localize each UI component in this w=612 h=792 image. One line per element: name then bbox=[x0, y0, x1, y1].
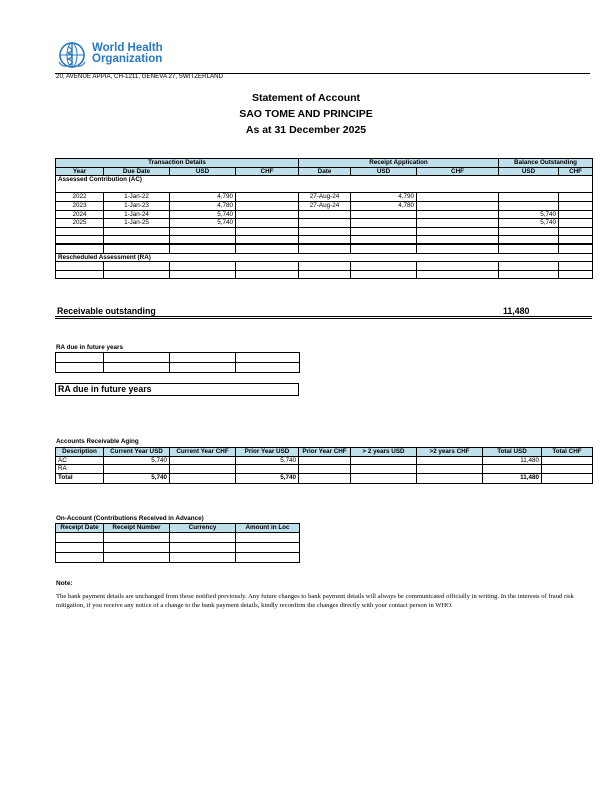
empty-row bbox=[56, 227, 593, 236]
aging-total-cell: Total bbox=[56, 473, 104, 483]
aging-cell: 5,740 bbox=[104, 456, 170, 465]
group-header-receipt: Receipt Application bbox=[299, 159, 499, 168]
note-label: Note: bbox=[56, 580, 73, 587]
aging-cell bbox=[483, 465, 542, 474]
aging-total-cell: 5,740 bbox=[104, 473, 170, 483]
aging-col-description: Description bbox=[56, 448, 104, 457]
row-chf bbox=[236, 193, 299, 202]
table-row bbox=[56, 456, 593, 465]
row-date: 27-Aug-24 bbox=[299, 201, 351, 210]
spacer-row bbox=[56, 184, 593, 193]
aging-total-cell: 5,740 bbox=[236, 473, 299, 483]
row-receipt-chf bbox=[417, 210, 499, 219]
statement-title: Statement of Account bbox=[251, 92, 361, 104]
org-name-line2: Organization bbox=[92, 53, 163, 65]
row-year: 2025 bbox=[56, 219, 104, 228]
aging-cell: 11,480 bbox=[483, 456, 542, 465]
ac-label-row bbox=[56, 176, 593, 185]
who-emblem-icon bbox=[55, 40, 89, 70]
aging-total-cell bbox=[417, 473, 483, 483]
receivable-row bbox=[55, 306, 592, 319]
row-chf bbox=[236, 201, 299, 210]
row-balance-chf bbox=[559, 210, 593, 219]
row-receipt-usd bbox=[351, 219, 417, 228]
aging-cell bbox=[417, 456, 483, 465]
row-year: 2022 bbox=[56, 193, 104, 202]
aging-col-2yr-usd: > 2 years USD bbox=[351, 448, 417, 457]
ra-future-label: RA due in future years bbox=[56, 344, 123, 351]
row-due-date: 1-Jan-24 bbox=[104, 210, 170, 219]
col-due-date: Due Date bbox=[104, 167, 170, 176]
col-receipt-chf: CHF bbox=[417, 167, 499, 176]
empty-row bbox=[56, 236, 593, 245]
aging-total-cell bbox=[170, 473, 236, 483]
country-name: SAO TOME AND PRINCIPE bbox=[239, 108, 373, 120]
row-balance-usd bbox=[499, 193, 559, 202]
empty-row bbox=[56, 532, 300, 542]
org-name-line1: World Health bbox=[92, 42, 163, 54]
aging-total-cell bbox=[351, 473, 417, 483]
row-due-date: 1-Jan-25 bbox=[104, 219, 170, 228]
empty-row bbox=[56, 542, 300, 552]
row-receipt-usd: 4,780 bbox=[351, 201, 417, 210]
aging-col-2yr-chf: >2 years CHF bbox=[417, 448, 483, 457]
row-receipt-usd bbox=[351, 210, 417, 219]
on-account-col-receipt-number: Receipt Number bbox=[104, 524, 170, 533]
empty-row bbox=[56, 552, 300, 562]
aging-title: Accounts Receivable Aging bbox=[56, 438, 139, 445]
on-account-table bbox=[55, 523, 300, 563]
aging-cell bbox=[104, 465, 170, 474]
group-header-row bbox=[56, 159, 593, 168]
row-date bbox=[299, 210, 351, 219]
row-chf bbox=[236, 219, 299, 228]
column-header-row bbox=[56, 167, 593, 176]
row-usd: 4,790 bbox=[170, 193, 236, 202]
row-balance-chf bbox=[559, 219, 593, 228]
col-receipt-usd: USD bbox=[351, 167, 417, 176]
on-account-title: On-Account (Contributions Received in Advance) bbox=[56, 515, 204, 522]
row-date: 27-Aug-24 bbox=[299, 193, 351, 202]
aging-cell bbox=[417, 465, 483, 474]
row-balance-usd: 5,740 bbox=[499, 219, 559, 228]
row-usd: 5,740 bbox=[170, 219, 236, 228]
ra-future-box: RA due in future years bbox=[55, 383, 299, 396]
row-receipt-chf bbox=[417, 193, 499, 202]
aging-total-cell: 11,480 bbox=[483, 473, 542, 483]
aging-table bbox=[55, 447, 593, 484]
row-year: 2023 bbox=[56, 201, 104, 210]
receivable-value: 11,480 bbox=[503, 306, 530, 316]
empty-row bbox=[56, 262, 593, 271]
statement-date: As at 31 December 2025 bbox=[245, 124, 367, 136]
aging-cell bbox=[170, 456, 236, 465]
on-account-header-row bbox=[56, 524, 300, 533]
row-due-date: 1-Jan-22 bbox=[104, 193, 170, 202]
aging-col-total-usd: Total USD bbox=[483, 448, 542, 457]
col-year: Year bbox=[56, 167, 104, 176]
address: 20, AVENUE APPIA, CH-1211, GENEVA 27, SWITZERLAND bbox=[56, 73, 224, 80]
row-balance-usd: 5,740 bbox=[499, 210, 559, 219]
table-row bbox=[56, 465, 593, 474]
empty-row bbox=[56, 270, 593, 279]
on-account-col-receipt-date: Receipt Date bbox=[56, 524, 104, 533]
group-header-transaction: Transaction Details bbox=[56, 159, 299, 168]
ra-section-label: Rescheduled Assessment (RA) bbox=[56, 253, 593, 262]
row-year: 2024 bbox=[56, 210, 104, 219]
receivable-label: Receivable outstanding bbox=[57, 306, 156, 316]
table-row bbox=[56, 201, 593, 210]
col-balance-usd: USD bbox=[499, 167, 559, 176]
aging-col-current-chf: Current Year CHF bbox=[170, 448, 236, 457]
row-balance-usd bbox=[499, 201, 559, 210]
on-account-col-amount: Amount in Loc bbox=[236, 524, 300, 533]
aging-cell: AC bbox=[56, 456, 104, 465]
ra-label-row bbox=[56, 253, 593, 262]
aging-cell bbox=[351, 465, 417, 474]
aging-cell bbox=[170, 465, 236, 474]
empty-row bbox=[56, 244, 593, 253]
row-usd: 5,740 bbox=[170, 210, 236, 219]
row-receipt-chf bbox=[417, 201, 499, 210]
row-balance-chf bbox=[559, 201, 593, 210]
aging-cell bbox=[236, 465, 299, 474]
aging-cell bbox=[542, 465, 593, 474]
col-chf: CHF bbox=[236, 167, 299, 176]
ra-future-table bbox=[55, 352, 300, 373]
aging-col-prior-chf: Prior Year CHF bbox=[299, 448, 351, 457]
table-row bbox=[56, 219, 593, 228]
col-balance-chf: CHF bbox=[559, 167, 593, 176]
row-due-date: 1-Jan-23 bbox=[104, 201, 170, 210]
on-account-col-currency: Currency bbox=[170, 524, 236, 533]
ac-section-label: Assessed Contribution (AC) bbox=[56, 176, 593, 185]
aging-total-cell bbox=[542, 473, 593, 483]
aging-cell bbox=[299, 456, 351, 465]
group-header-balance: Balance Outstanding bbox=[499, 159, 593, 168]
aging-cell: RA bbox=[56, 465, 104, 474]
table-row bbox=[56, 210, 593, 219]
aging-col-current-usd: Current Year USD bbox=[104, 448, 170, 457]
col-usd: USD bbox=[170, 167, 236, 176]
row-usd: 4,780 bbox=[170, 201, 236, 210]
row-chf bbox=[236, 210, 299, 219]
empty-row bbox=[56, 363, 300, 373]
aging-cell: 5,740 bbox=[236, 456, 299, 465]
who-logo bbox=[55, 40, 89, 75]
row-balance-chf bbox=[559, 193, 593, 202]
row-receipt-chf bbox=[417, 219, 499, 228]
table-row bbox=[56, 193, 593, 202]
aging-total-cell bbox=[299, 473, 351, 483]
aging-header-row bbox=[56, 448, 593, 457]
empty-row bbox=[56, 353, 300, 363]
col-date: Date bbox=[299, 167, 351, 176]
aging-col-total-chf: Total CHF bbox=[542, 448, 593, 457]
note-text: The bank payment details are unchanged from those notified previously. Any future changes to bank payment details will always be communicated officially in writing. In the interests of fraud risk mitigation, if you receive any notice of a change to the bank payment details, kindly reconfirm the changes directly with your contact person in WHO. bbox=[56, 593, 574, 609]
row-date bbox=[299, 219, 351, 228]
aging-col-prior-usd: Prior Year USD bbox=[236, 448, 299, 457]
aging-cell bbox=[299, 465, 351, 474]
statement-table bbox=[55, 158, 593, 279]
row-receipt-usd: 4,790 bbox=[351, 193, 417, 202]
aging-total-row bbox=[56, 473, 593, 483]
aging-cell bbox=[351, 456, 417, 465]
who-wordmark bbox=[92, 43, 163, 65]
aging-cell bbox=[542, 456, 593, 465]
